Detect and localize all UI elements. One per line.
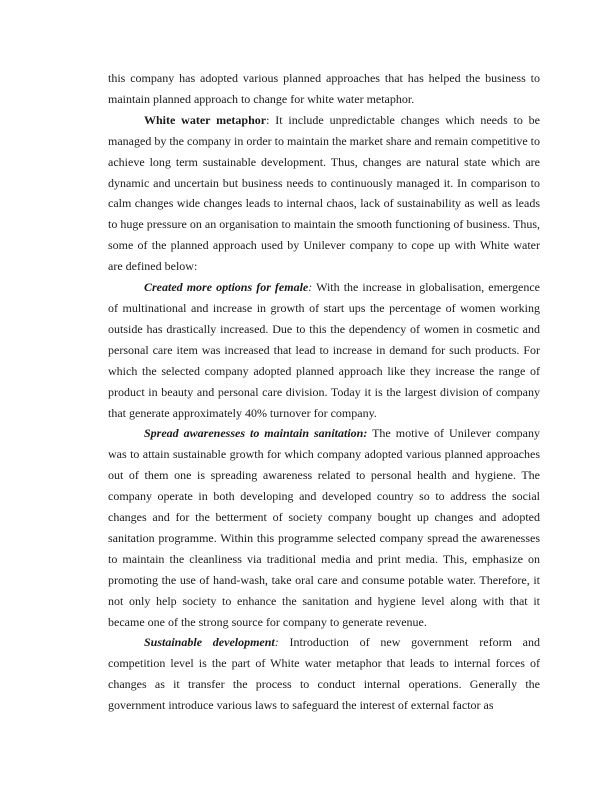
paragraph-body: With the increase in globalisation, emergence of multinational and increase in growth of start ups the percentage of women working outside has drastically increased. Due to this the dependency of women in cosmetic and personal care item was increased that lead to increase in demand for such products. For which the selected company adopted planned approach like they increase the range of product in beauty and personal care division. Today it is the largest division of company that generate approximately 40% turnover for company. [108,280,541,420]
paragraph-options-for-female [108,277,540,423]
section-heading-spread-awareness: Spread awarenesses to maintain sanitation: [144,426,368,441]
paragraph-body: Introduction of new government reform and competition level is the part of White water metaphor that leads to internal forces of changes as it transfer the process to conduct internal operations. Generally the government introduce various laws to safeguard the interest of external factor as [108,635,541,713]
section-heading-options-for-female: Created more options for female [144,280,309,295]
paragraph-intro [108,68,540,110]
heading-separator: : [274,635,279,650]
paragraph-body: this company has adopted various planned approaches that has helped the business to maintain planned approach to change for white water metaphor. [108,71,540,106]
paragraph-sustainable-development [108,632,540,716]
heading-separator: : [266,112,270,127]
paragraph-spread-awareness [108,423,540,632]
section-heading-white-water-metaphor: White water metaphor [144,112,267,127]
document-page [108,68,540,716]
paragraph-body: It include unpredictable changes which needs to be managed by the company in order to maintain the market share and remain competitive to achieve long term sustainable development. Thus, changes are natural state which are dynamic and uncertain but business needs to continuously managed it. In comparison to calm changes wide changes leads to internal chaos, lack of sustainability as well as leads to huge pressure on an organisation to maintain the smooth functioning of business. Thus, some of the planned approach used by Unilever company to cope up with White water are defined below: [108,112,540,274]
section-heading-sustainable-development: Sustainable development [144,635,275,650]
paragraph-white-water-metaphor [108,110,540,277]
paragraph-body: The motive of Unilever company was to attain sustainable growth for which company adopted various planned approaches out of them one is spreading awareness related to personal health and hygiene. The company operate in both developing and developed country so to address the social changes and for the betterment of society company bought up changes and adopted sanitation programme. Within this programme selected company spread the awarenesses to maintain the cleanliness via traditional media and print media. This, emphasize on promoting the use of hand-wash, take oral care and consume potable water. Therefore, it not only help society to enhance the sanitation and hygiene level along with that it became one of the strong source for company to generate revenue. [108,426,540,629]
heading-separator: : [308,280,313,295]
